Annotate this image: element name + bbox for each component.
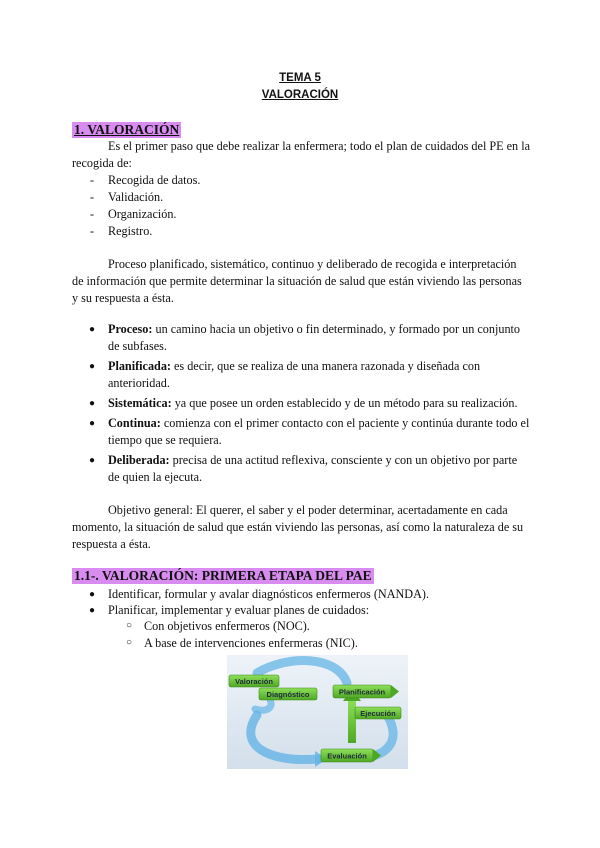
step-item: Registro. (108, 224, 153, 238)
bullet-icon: ● (89, 361, 96, 372)
label-evaluacion: Evaluación (327, 751, 367, 761)
dash-marker: - (90, 173, 95, 187)
goal-line-2: momento, la situación de salud que están viviendo las personas, así como la naturaleza de su (72, 520, 524, 534)
pae-bullet-item: Planificar, implementar y evaluar planes de cuidados: (108, 603, 370, 617)
box-ejecucion (355, 707, 401, 719)
bullet-icon: ● (89, 589, 96, 600)
hollow-bullet-icon: ○ (126, 637, 133, 648)
feature-text-cont: de quien la ejecuta. (108, 470, 203, 484)
feature-text-cont: anterioridad. (108, 376, 170, 390)
feature-item (108, 415, 548, 449)
label-planificacion: Planificación (338, 687, 386, 697)
feature-term: Sistemática: (108, 396, 172, 410)
step-item: Organización. (108, 207, 177, 221)
pae-subbullet-item: A base de intervenciones enfermeras (NIC). (144, 636, 358, 650)
pae-bullet-item: Identificar, formular y avalar diagnósticos enfermeros (NANDA). (108, 587, 430, 601)
pae-subbullet-item: Con objetivos enfermeros (NOC). (144, 619, 310, 633)
bullet-icon: ● (89, 398, 96, 409)
pae-cycle-diagram (227, 655, 408, 769)
bullet-icon: ● (89, 324, 96, 335)
bullet-icon: ● (89, 455, 96, 466)
topic-title: TEMA 5 (279, 72, 321, 84)
bullet-icon: ● (89, 605, 96, 616)
dash-marker: - (90, 207, 95, 221)
step-item: Validación. (108, 190, 164, 204)
feature-text: comienza con el primer contacto con el paciente y continúa durante todo el (160, 416, 530, 430)
section-heading-valoracion: 1. VALORACIÓN (74, 122, 180, 137)
feature-term: Continua: (108, 416, 161, 430)
feature-item (108, 358, 548, 392)
feature-item (108, 321, 548, 355)
dash-marker: - (90, 224, 95, 238)
step-item: Recogida de datos. (108, 173, 201, 187)
feature-item (108, 452, 548, 486)
goal-line-1: Objetivo general: El querer, el saber y el poder determinar, acertadamente en cada (108, 503, 508, 517)
label-ejecucion: Ejecución (360, 709, 396, 718)
intro-line-2: recogida de: (72, 156, 132, 170)
feature-item (108, 395, 548, 412)
label-valoracion: Valoración (235, 677, 273, 686)
feature-text-cont: de subfases. (108, 339, 167, 353)
section-heading-primera-etapa: 1.1-. VALORACIÓN: PRIMERA ETAPA DEL PAE (74, 568, 372, 583)
feature-text: precisa de una actitud reflexiva, consciente y con un objetivo por parte (169, 453, 518, 467)
box-diagnostico (259, 688, 317, 700)
feature-term: Proceso: (108, 322, 153, 336)
feature-text-cont: tiempo que se requiera. (108, 433, 222, 447)
definition-line-1: Proceso planificado, sistemático, continuo y deliberado de recogida e interpretación (108, 257, 517, 271)
label-diagnostico: Diagnóstico (266, 690, 310, 699)
bullet-icon: ● (89, 418, 96, 429)
definition-line-2: de información que permite determinar la situación de salud que están viviendo las personas (72, 274, 522, 288)
box-planificacion (333, 685, 399, 698)
subject-title: VALORACIÓN (261, 89, 339, 101)
goal-line-3: respuesta a ésta. (72, 537, 151, 551)
feature-text: un camino hacia un objetivo o fin determinado, y formado por un conjunto (152, 322, 521, 336)
hollow-bullet-icon: ○ (126, 620, 133, 631)
box-valoracion (229, 675, 279, 687)
feature-text: es decir, que se realiza de una manera razonada y diseñada con (170, 359, 481, 373)
vertical-green-arrow (348, 699, 356, 743)
dash-marker: - (90, 190, 95, 204)
feature-term: Deliberada: (108, 453, 170, 467)
intro-line-1: Es el primer paso que debe realizar la enfermera; todo el plan de cuidados del PE en la (108, 139, 530, 153)
feature-term: Planificada: (108, 359, 171, 373)
definition-line-3: y su respuesta a ésta. (72, 291, 174, 305)
feature-text: ya que posee un orden establecido y de un método para su realización. (171, 396, 518, 410)
box-evaluacion (321, 749, 381, 762)
